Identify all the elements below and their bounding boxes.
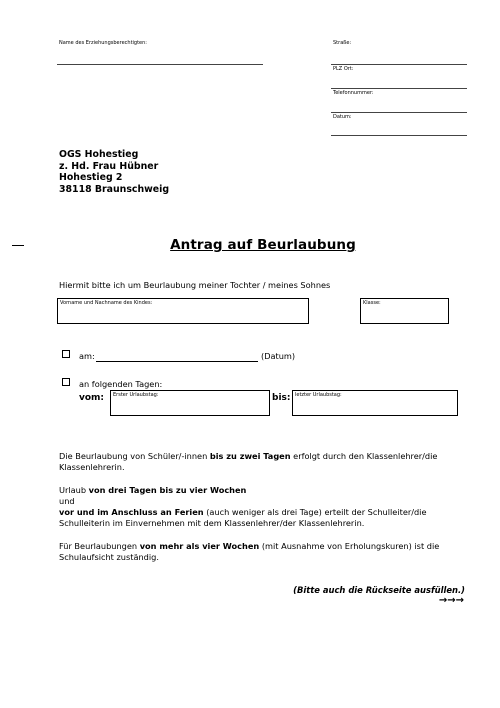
child-name-field[interactable] [57, 298, 309, 324]
von-label: vom: [79, 393, 105, 403]
guardian-name-line[interactable] [57, 64, 263, 65]
paragraph-four-weeks [59, 541, 469, 563]
address-line-4: 38118 Braunschweig [59, 183, 170, 195]
p3-text-c: (mit Ausnahme von Erholungskuren) ist die [259, 541, 440, 551]
class-field[interactable] [360, 298, 449, 324]
p1-text-d: Klassenlehrerin. [59, 462, 125, 472]
last-day-label: letzter Urlaubstag: [295, 392, 342, 398]
p3-text-d: Schulaufsicht zuständig. [59, 552, 159, 562]
p2-text-a: Urlaub [59, 485, 89, 495]
p2-text-f: Schulleiterin im Einvernehmen mit dem Klassenlehrer/der Klassenlehrerin. [59, 518, 365, 528]
address-line-2: z. Hd. Frau Hübner [59, 160, 159, 172]
first-day-label: Erster Urlaubstag: [113, 392, 159, 398]
p3-text-a: Für Beurlaubungen [59, 541, 140, 551]
backside-note: (Bitte auch die Rückseite ausfüllen.) [293, 585, 465, 595]
phone-line[interactable] [331, 112, 467, 113]
page-title: Antrag auf Beurlaubung [170, 237, 356, 253]
p2-bold: von drei Tagen bis zu vier Wochen [88, 485, 247, 495]
phone-label: Telefonnummer: [333, 90, 374, 96]
checkbox-following-days[interactable] [62, 378, 70, 386]
p1-bold: bis zu zwei Tagen [209, 451, 291, 461]
datum-label: (Datum) [261, 351, 296, 361]
child-name-label: Vorname und Nachname des Kindes: [60, 300, 153, 306]
p2-text-e: (auch weniger als drei Tage) erteilt der Schulleiter/die [203, 507, 427, 517]
street-line[interactable] [331, 64, 467, 65]
p2-bold-ferien: vor und im Anschluss an Ferien [59, 507, 204, 517]
intro-text: Hiermit bitte ich um Beurlaubung meiner Tochter / meines Sohnes [59, 280, 331, 290]
am-date-line[interactable] [96, 361, 258, 362]
date-line[interactable] [331, 135, 467, 136]
p2-text-c: und [59, 496, 75, 506]
street-label: Straße: [333, 40, 352, 46]
checkbox-am[interactable] [62, 350, 70, 358]
zip-city-line[interactable] [331, 88, 467, 89]
last-day-field[interactable] [292, 390, 458, 416]
p1-text-c: erfolgt durch den Klassenlehrer/die [290, 451, 438, 461]
address-line-3: Hohestieg 2 [59, 172, 123, 183]
first-day-field[interactable] [110, 390, 270, 416]
date-label: Datum: [333, 114, 352, 120]
following-days-label: an folgenden Tagen: [79, 379, 163, 389]
recipient-address [59, 149, 169, 195]
paragraph-three-days [59, 485, 469, 529]
arrows-icon: →→→ [438, 595, 464, 606]
address-line-1: OGS Hohestieg [59, 149, 139, 160]
paragraph-two-days [59, 451, 459, 473]
p3-bold: von mehr als vier Wochen [139, 541, 260, 551]
p1-text-a: Die Beurlaubung von Schüler/-innen [59, 451, 210, 461]
bis-label: bis: [272, 393, 291, 403]
class-label: Klasse: [363, 300, 381, 306]
am-label: am: [79, 351, 95, 361]
guardian-name-label: Name des Erziehungsberechtigten: [59, 40, 147, 46]
zip-city-label: PLZ Ort: [333, 66, 354, 72]
